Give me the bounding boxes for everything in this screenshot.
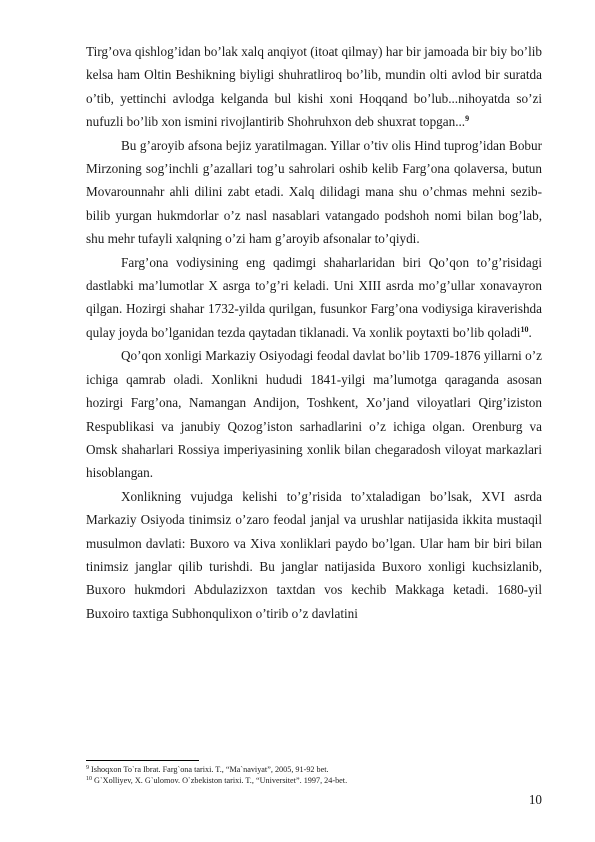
footnote-mark: 9 — [86, 765, 89, 771]
paragraph-3 — [86, 251, 542, 345]
paragraph-1-text: Tirg’ova qishlog’idan bo’lak xalq anqiyot (itoat qilmay) har bir jamoada bir biy bo’lib kelsa ham Oltin Beshikning biyligi shuhratliroq bo’lib, mundin olti avlod bir suratda o’tib, yettinchi avlodga kelganda bul kishi xoni Hoqqand bo’lub...nihoyatda so’zi nufuzli bo’lib xon ismini rivojlantirib Shohruhxon deb shuxrat topgan... — [86, 44, 542, 130]
page-number: 10 — [528, 792, 542, 807]
footnote-text: G`Xolliyev, X. G`ulomov. O`zbekiston tarixi. T., “Universitet”. 1997, 24-bet. — [92, 776, 348, 785]
paragraph-4-text: Qo’qon xonligi Markaziy Osiyodagi feodal davlat bo’lib 1709-1876 yillarni o’z ichiga qamrab oladi. Xonlikni hududi 1841-yilgi ma’lumotga qaraganda asosan hozirgi Farg’ona, Namangan Andijon, Toshkent, Xo’jand viloyatlari Qirg’iziston Respublikasi va janubiy Qozog’iston sarhadlarini o’z ichiga olgan. Orenburg va Omsk shaharlari Rossiya imperiyasining xonlik bilan chegaradosh viloyat markazlari hisoblangan. — [86, 348, 542, 481]
footnote-9 — [86, 764, 542, 775]
paragraph-3-text: Farg’ona vodiysining eng qadimgi shaharlaridan biri Qo’qon to’g’risidagi dastlabki ma’lumotlar X asrga to’g’ri keladi. Uni XIII asrda mo’g’ullar xonavayron qilgan. Hozirgi shahar 1732-yilda qurilgan, fusunkor Farg’ona vodiysiga kiraverishda qulay joyda bo’lganidan tezda qaytadan tiklanadi. Va xonlik poytaxti bo’lib qoladi — [86, 254, 542, 340]
footnote-ref-9[interactable]: 9 — [465, 114, 470, 124]
paragraph-5-text: Xonlikning vujudga kelishi to’g’risida to’xtaladigan bo’lsak, XVI asrda Markaziy Osiyoda tinimsiz o’zaro feodal janjal va urushlar natijasida ikkita mustaqil musulmon davlati: Buxoro va Xiva xonliklari paydo bo’lgan. Ular ham bir biri bilan tinimsiz janglar qilib turishdi. Bu janglar natijasida Buxoro xonligi kuchsizlanib, Buxoro hukmdori Abdulazizxon taxtdan vos kechib Makkaga ketadi. 1680-yil Buxoiro taxtiga Subhonqulixon o’tirib o’z davlatini — [86, 488, 542, 621]
footnote-10 — [86, 775, 542, 786]
footnote-mark: 10 — [86, 776, 92, 782]
paragraph-5 — [86, 485, 542, 625]
paragraph-3-tail: . — [528, 324, 532, 340]
document-body — [86, 40, 542, 625]
paragraph-4 — [86, 344, 542, 484]
footnote-divider — [86, 760, 199, 761]
footnotes — [86, 760, 542, 786]
footnote-ref-10[interactable]: 10 — [520, 324, 529, 334]
paragraph-2 — [86, 134, 542, 251]
paragraph-1 — [86, 40, 542, 134]
paragraph-2-text: Bu g’aroyib afsona bejiz yaratilmagan. Yillar o’tiv olis Hind tuprog’idan Bobur Mirzoning sog’inchli g’azallari tog’u sahrolari oshib kelib Farg’ona qolaversa, butun Movarounnahr ahli dilini zabt etadi. Xalq dilidagi mana shu o’chmas mehni sezib-bilib yurgan hukmdorlar o’z nasl nasablari vatangado podshoh nomi bilan bog’lab, shu mehr tufayli xalqning o’zi ham g’aroyib afsonalar to’qiydi. — [86, 137, 542, 247]
footnote-text: Ishoqxon To`ra Ibrat. Farg`ona tarixi. T., “Ma`naviyat”, 2005, 91-92 bet. — [89, 765, 329, 774]
